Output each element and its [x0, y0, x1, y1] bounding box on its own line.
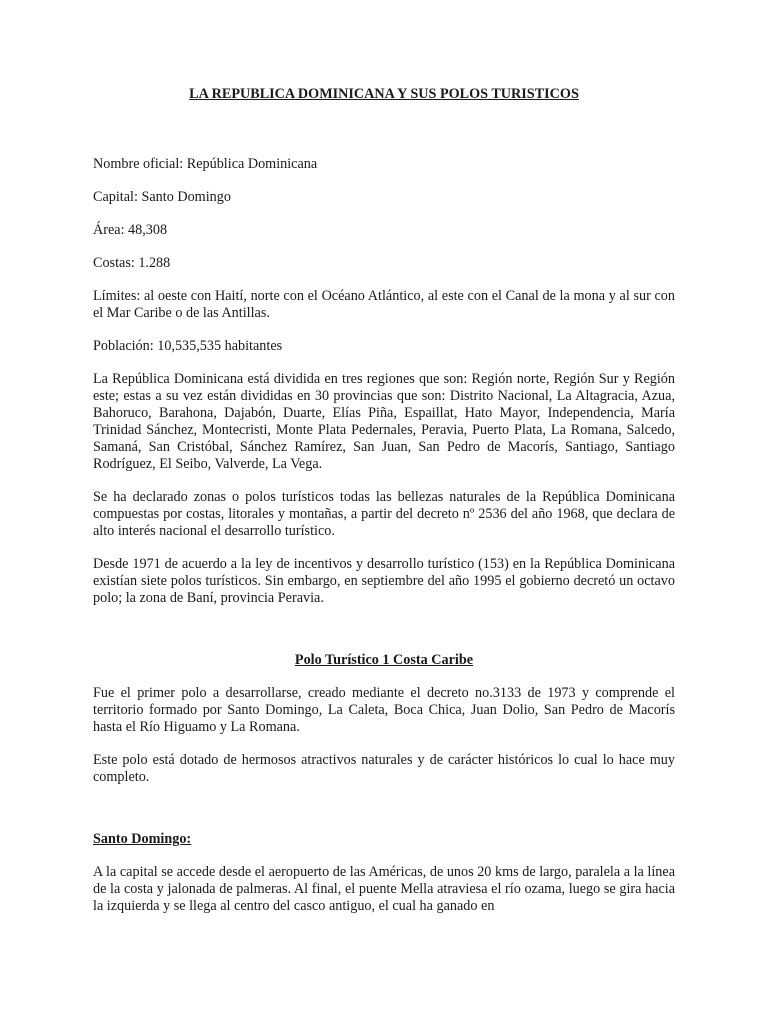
document-page: [93, 86, 675, 915]
paragraph-regions: La República Dominicana está dividida en tres regiones que son: Región norte, Región Sur y Región este; estas a su vez están divididas en 30 provincias que son: Distrito Nacional, La Altagracia, Azua, Bahoruco, Barahona, Dajabón, Duarte, Elías Piña, Espaillat, Hato Mayor, Independencia, María Trinidad Sánchez, Montecristi, Monte Plata Pedernales, Peravia, Puerto Plata, La Romana, Salcedo, Samaná, San Cristóbal, Sánchez Ramírez, San Juan, San Pedro de Macorís, Santiago, Santiago Rodríguez, El Seibo, Valverde, La Vega.: [93, 371, 675, 472]
section-heading-costa-caribe: Polo Turístico 1 Costa Caribe: [294, 652, 474, 668]
paragraph-tourism-zones: Se ha declarado zonas o polos turísticos todas las bellezas naturales de la República Dominicana compuestas por costas, litorales y montañas, a partir del decreto nº 2536 del año 1968, que declara de alto interés nacional el desarrollo turístico.: [93, 489, 675, 539]
paragraph-costa-caribe-2: Este polo está dotado de hermosos atractivos naturales y de carácter históricos lo cual lo hace muy completo.: [93, 752, 675, 785]
paragraph-costa-caribe-1: Fue el primer polo a desarrollarse, creado mediante el decreto no.3133 de 1973 y comprende el territorio formado por Santo Domingo, La Caleta, Boca Chica, Juan Dolio, San Pedro de Macorís hasta el Río Higuamo y La Romana.: [93, 685, 675, 735]
paragraph-tourism-law: Desde 1971 de acuerdo a la ley de incentivos y desarrollo turístico (153) en la República Dominicana existían siete polos turísticos. Sin embargo, en septiembre del año 1995 el gobierno decretó un octavo polo; la zona de Baní, provincia Peravia.: [93, 556, 675, 606]
fact-population: Población: 10,535,535 habitantes: [93, 338, 283, 354]
fact-coasts: Costas: 1.288: [93, 255, 171, 271]
document-title: LA REPUBLICA DOMINICANA Y SUS POLOS TURISTICOS: [189, 86, 579, 102]
paragraph-santo-domingo-1: A la capital se accede desde el aeropuerto de las Américas, de unos 20 kms de largo, paralela a la línea de la costa y jalonada de palmeras. Al final, el puente Mella atraviesa el río ozama, luego se gira hacia la izquierda y se llega al centro del casco antiguo, el cual ha ganado en: [93, 864, 675, 914]
fact-capital: Capital: Santo Domingo: [93, 189, 231, 205]
fact-official-name: Nombre oficial: República Dominicana: [93, 156, 318, 172]
section-heading-santo-domingo: Santo Domingo:: [93, 831, 192, 847]
fact-limits: Límites: al oeste con Haití, norte con el Océano Atlántico, al este con el Canal de la mona y al sur con el Mar Caribe o de las Antillas.: [93, 288, 675, 321]
fact-area: Área: 48,308: [93, 222, 168, 238]
